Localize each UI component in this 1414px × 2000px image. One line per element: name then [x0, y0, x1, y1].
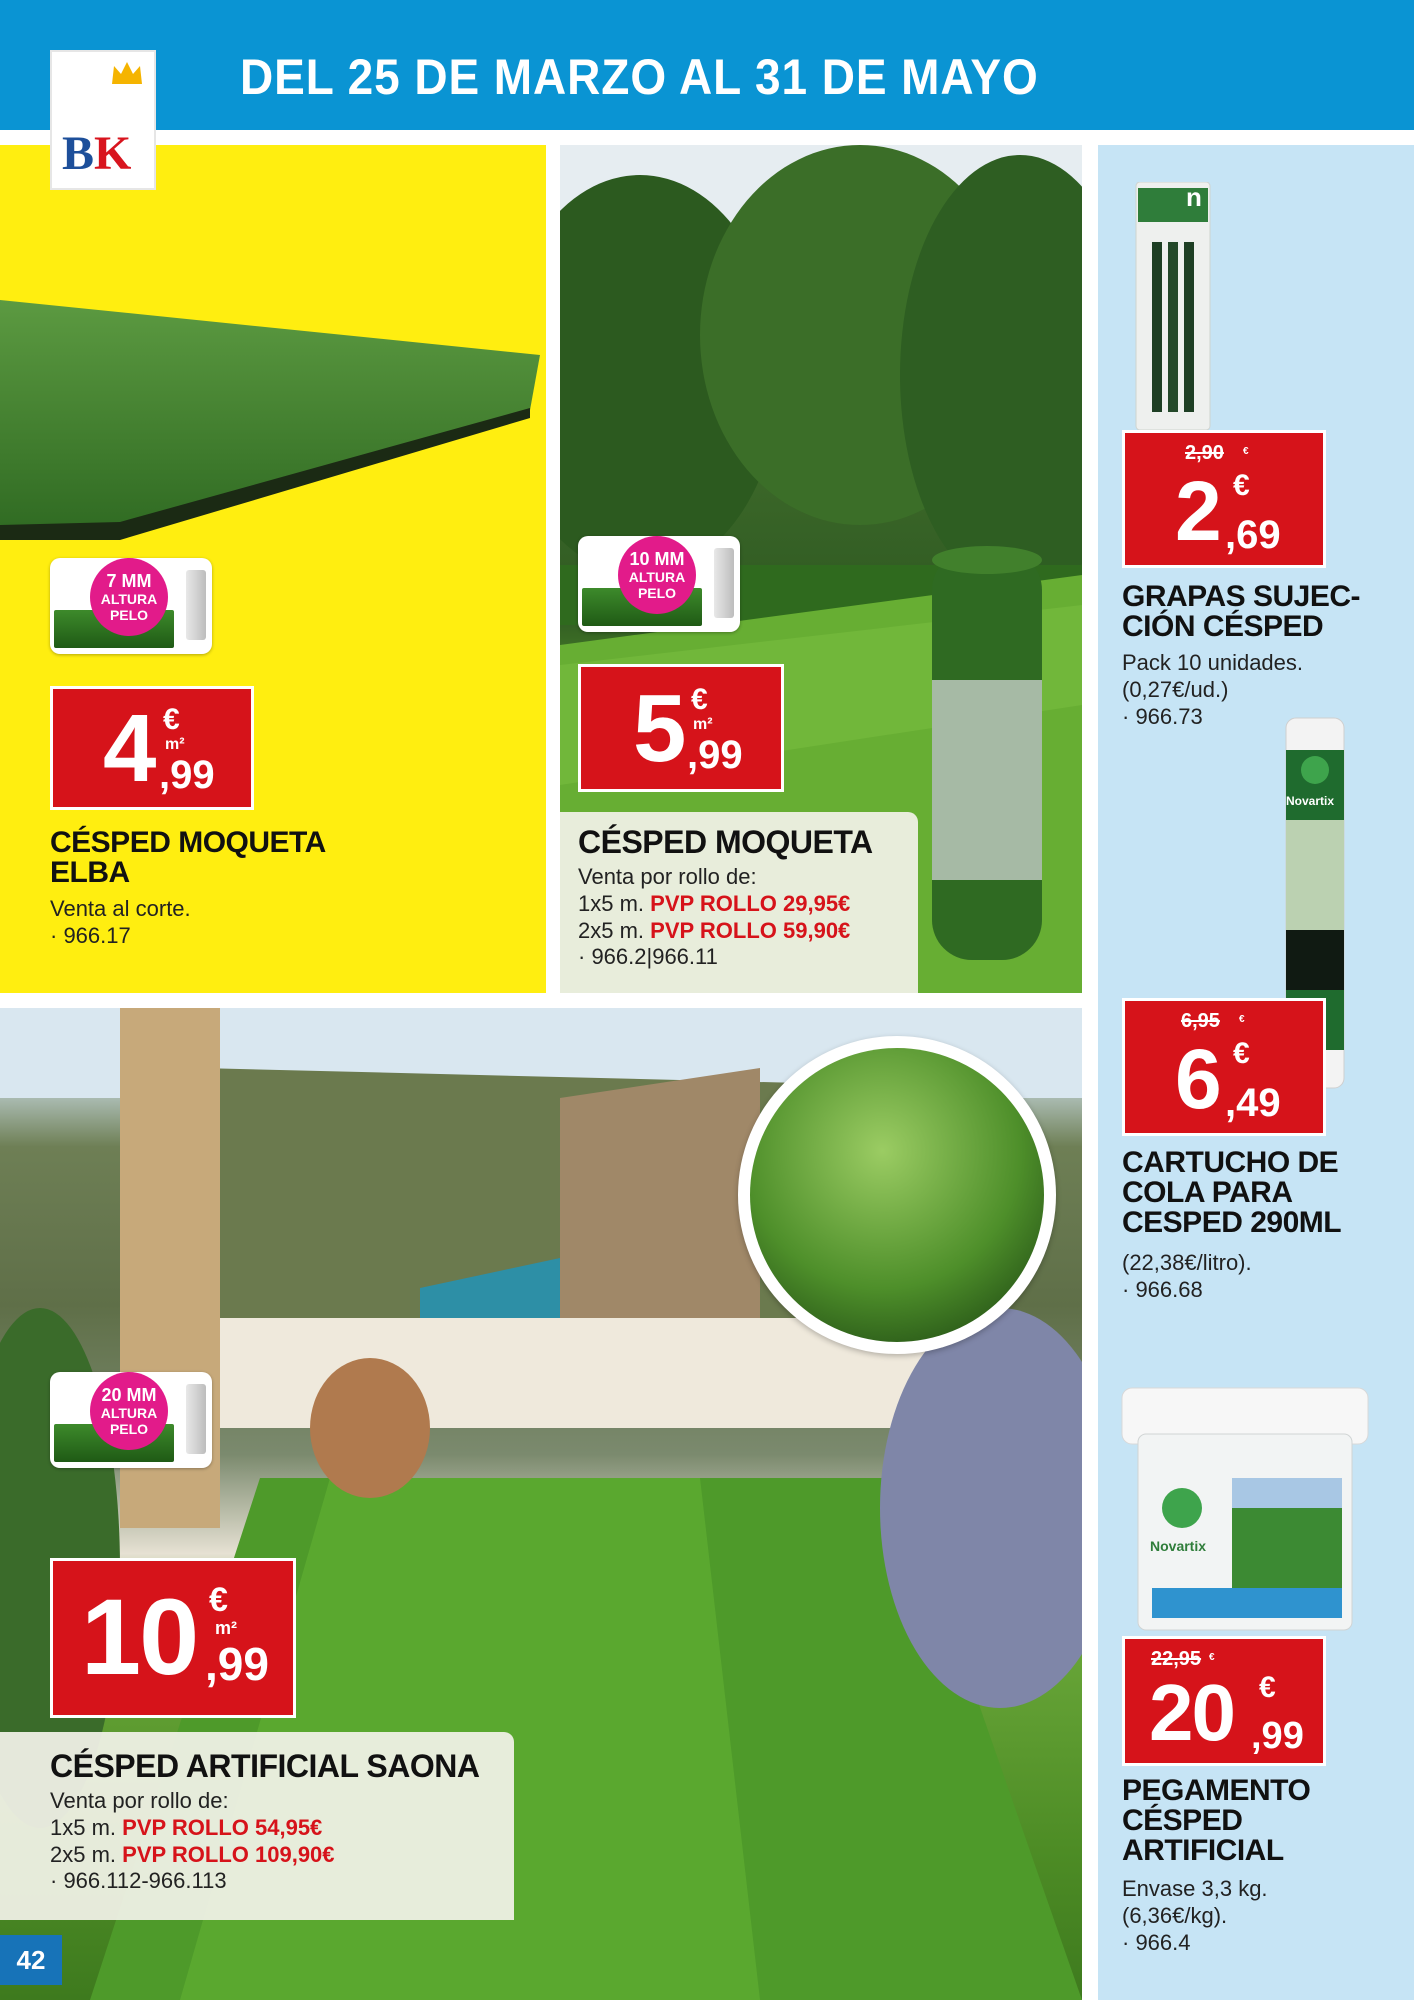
roll-price: PVP ROLLO 29,95€: [650, 890, 851, 916]
old-price-currency: €: [1209, 1652, 1215, 1663]
grapas-price-tag: [1122, 430, 1326, 568]
pile-height-badge-7mm: [50, 558, 212, 654]
price-decimals: ,99: [1251, 1715, 1304, 1757]
pile-height-circle: 7 MM ALTURA PELO: [90, 558, 168, 636]
unit-label: m²: [693, 716, 713, 733]
currency-symbol: €: [209, 1581, 228, 1619]
product-code: · 966.4: [1122, 1929, 1191, 1955]
elba-turf-image: [0, 300, 540, 540]
price-decimals: ,49: [1225, 1081, 1281, 1125]
price-integer: 2: [1175, 464, 1220, 558]
grapas-title: GRAPAS SUJEC- CIÓN CÉSPED: [1122, 580, 1360, 643]
saona-description: Venta por rollo de: 1x5 m. PVP ROLLO 54,95€ 2x5 m. PVP ROLLO 109,90€ · 966.112-966.113: [50, 1788, 335, 1894]
product-code: · 966.68: [1122, 1276, 1203, 1302]
pile-height-circle: 20 MM ALTURA PELO: [90, 1372, 168, 1450]
package-brand: Novartix: [1150, 1538, 1207, 1554]
saona-title: CÉSPED ARTIFICIAL SAONA: [50, 1748, 480, 1784]
grapas-description: Pack 10 unidades. (0,27€/ud.) · 966.73: [1122, 650, 1304, 729]
product-code: · 966.73: [1122, 703, 1203, 729]
price-decimals: ,69: [1225, 513, 1281, 557]
currency-symbol: €: [163, 703, 180, 736]
roll-sample: [186, 1384, 206, 1454]
elba-description: Venta al corte. · 966.17: [50, 896, 191, 948]
saona-price-tag: [50, 1558, 296, 1718]
package-brand: n: [1186, 182, 1202, 212]
old-price-currency: €: [1243, 446, 1249, 457]
currency-symbol: €: [1233, 469, 1250, 502]
roll-sample: [186, 570, 206, 640]
roll-sample: [714, 548, 734, 618]
currency-symbol: €: [1259, 1671, 1276, 1704]
adhesive-bucket-image: [1102, 1358, 1388, 1638]
pile-height-badge-10mm: [578, 536, 740, 632]
product-code: · 966.2|966.11: [578, 944, 718, 970]
turf-closeup-image: [750, 1048, 1044, 1342]
pegamento-description: Envase 3,3 kg. (6,36€/kg). · 966.4: [1122, 1876, 1268, 1955]
moqueta-description: Venta por rollo de: 1x5 m. PVP ROLLO 29,95€ 2x5 m. PVP ROLLO 59,90€ · 966.2|966.11: [578, 864, 851, 970]
stakes-package-image: [1132, 182, 1214, 430]
currency-symbol: €: [1233, 1037, 1250, 1070]
price-decimals: ,99: [687, 733, 743, 777]
cartucho-price-tag: [1122, 998, 1326, 1136]
moqueta-price-tag: [578, 664, 784, 792]
old-price-currency: €: [1239, 1014, 1245, 1025]
unit-label: m²: [215, 1618, 237, 1638]
price-integer: 10: [81, 1576, 198, 1697]
logo-text: BK: [62, 127, 132, 180]
bk-logo: [50, 50, 156, 190]
roll-price: PVP ROLLO 54,95€: [122, 1814, 323, 1840]
price-integer: 20: [1149, 1668, 1234, 1757]
roll-price: PVP ROLLO 109,90€: [122, 1841, 335, 1867]
price-integer: 6: [1175, 1032, 1220, 1126]
package-brand: Novartix: [1286, 794, 1335, 808]
pile-height-circle: 10 MM ALTURA PELO: [618, 536, 696, 614]
pegamento-price-tag: [1122, 1636, 1326, 1766]
unit-label: m²: [165, 736, 185, 753]
promo-dates: DEL 25 DE MARZO AL 31 DE MAYO: [240, 49, 1039, 105]
product-code: · 966.112-966.113: [50, 1868, 227, 1894]
moqueta-title: CÉSPED MOQUETA: [578, 824, 873, 860]
price-integer: 5: [633, 675, 685, 782]
cartucho-description: (22,38€/litro). · 966.68: [1122, 1250, 1252, 1302]
old-price: 22,95: [1151, 1648, 1202, 1670]
pegamento-title: PEGAMENTO CÉSPED ARTIFICIAL: [1122, 1774, 1311, 1867]
product-code: · 966.17: [50, 922, 131, 948]
cartucho-title: CARTUCHO DE COLA PARA CESPED 290ML: [1122, 1146, 1342, 1239]
pile-height-badge-20mm: [50, 1372, 212, 1468]
price-integer: 4: [103, 695, 155, 802]
old-price: 2,90: [1185, 442, 1224, 464]
roll-price: PVP ROLLO 59,90€: [650, 917, 851, 943]
old-price: 6,95: [1181, 1010, 1220, 1032]
elba-title: CÉSPED MOQUETA ELBA: [50, 826, 326, 889]
page-number: 42: [0, 1935, 62, 1985]
turf-closeup: [738, 1036, 1056, 1354]
currency-symbol: €: [691, 683, 708, 716]
turf-roll-image: [918, 540, 1068, 970]
elba-price-tag: [50, 686, 254, 810]
price-decimals: ,99: [159, 753, 215, 797]
crown-icon: [110, 60, 144, 86]
price-decimals: ,99: [205, 1638, 269, 1690]
